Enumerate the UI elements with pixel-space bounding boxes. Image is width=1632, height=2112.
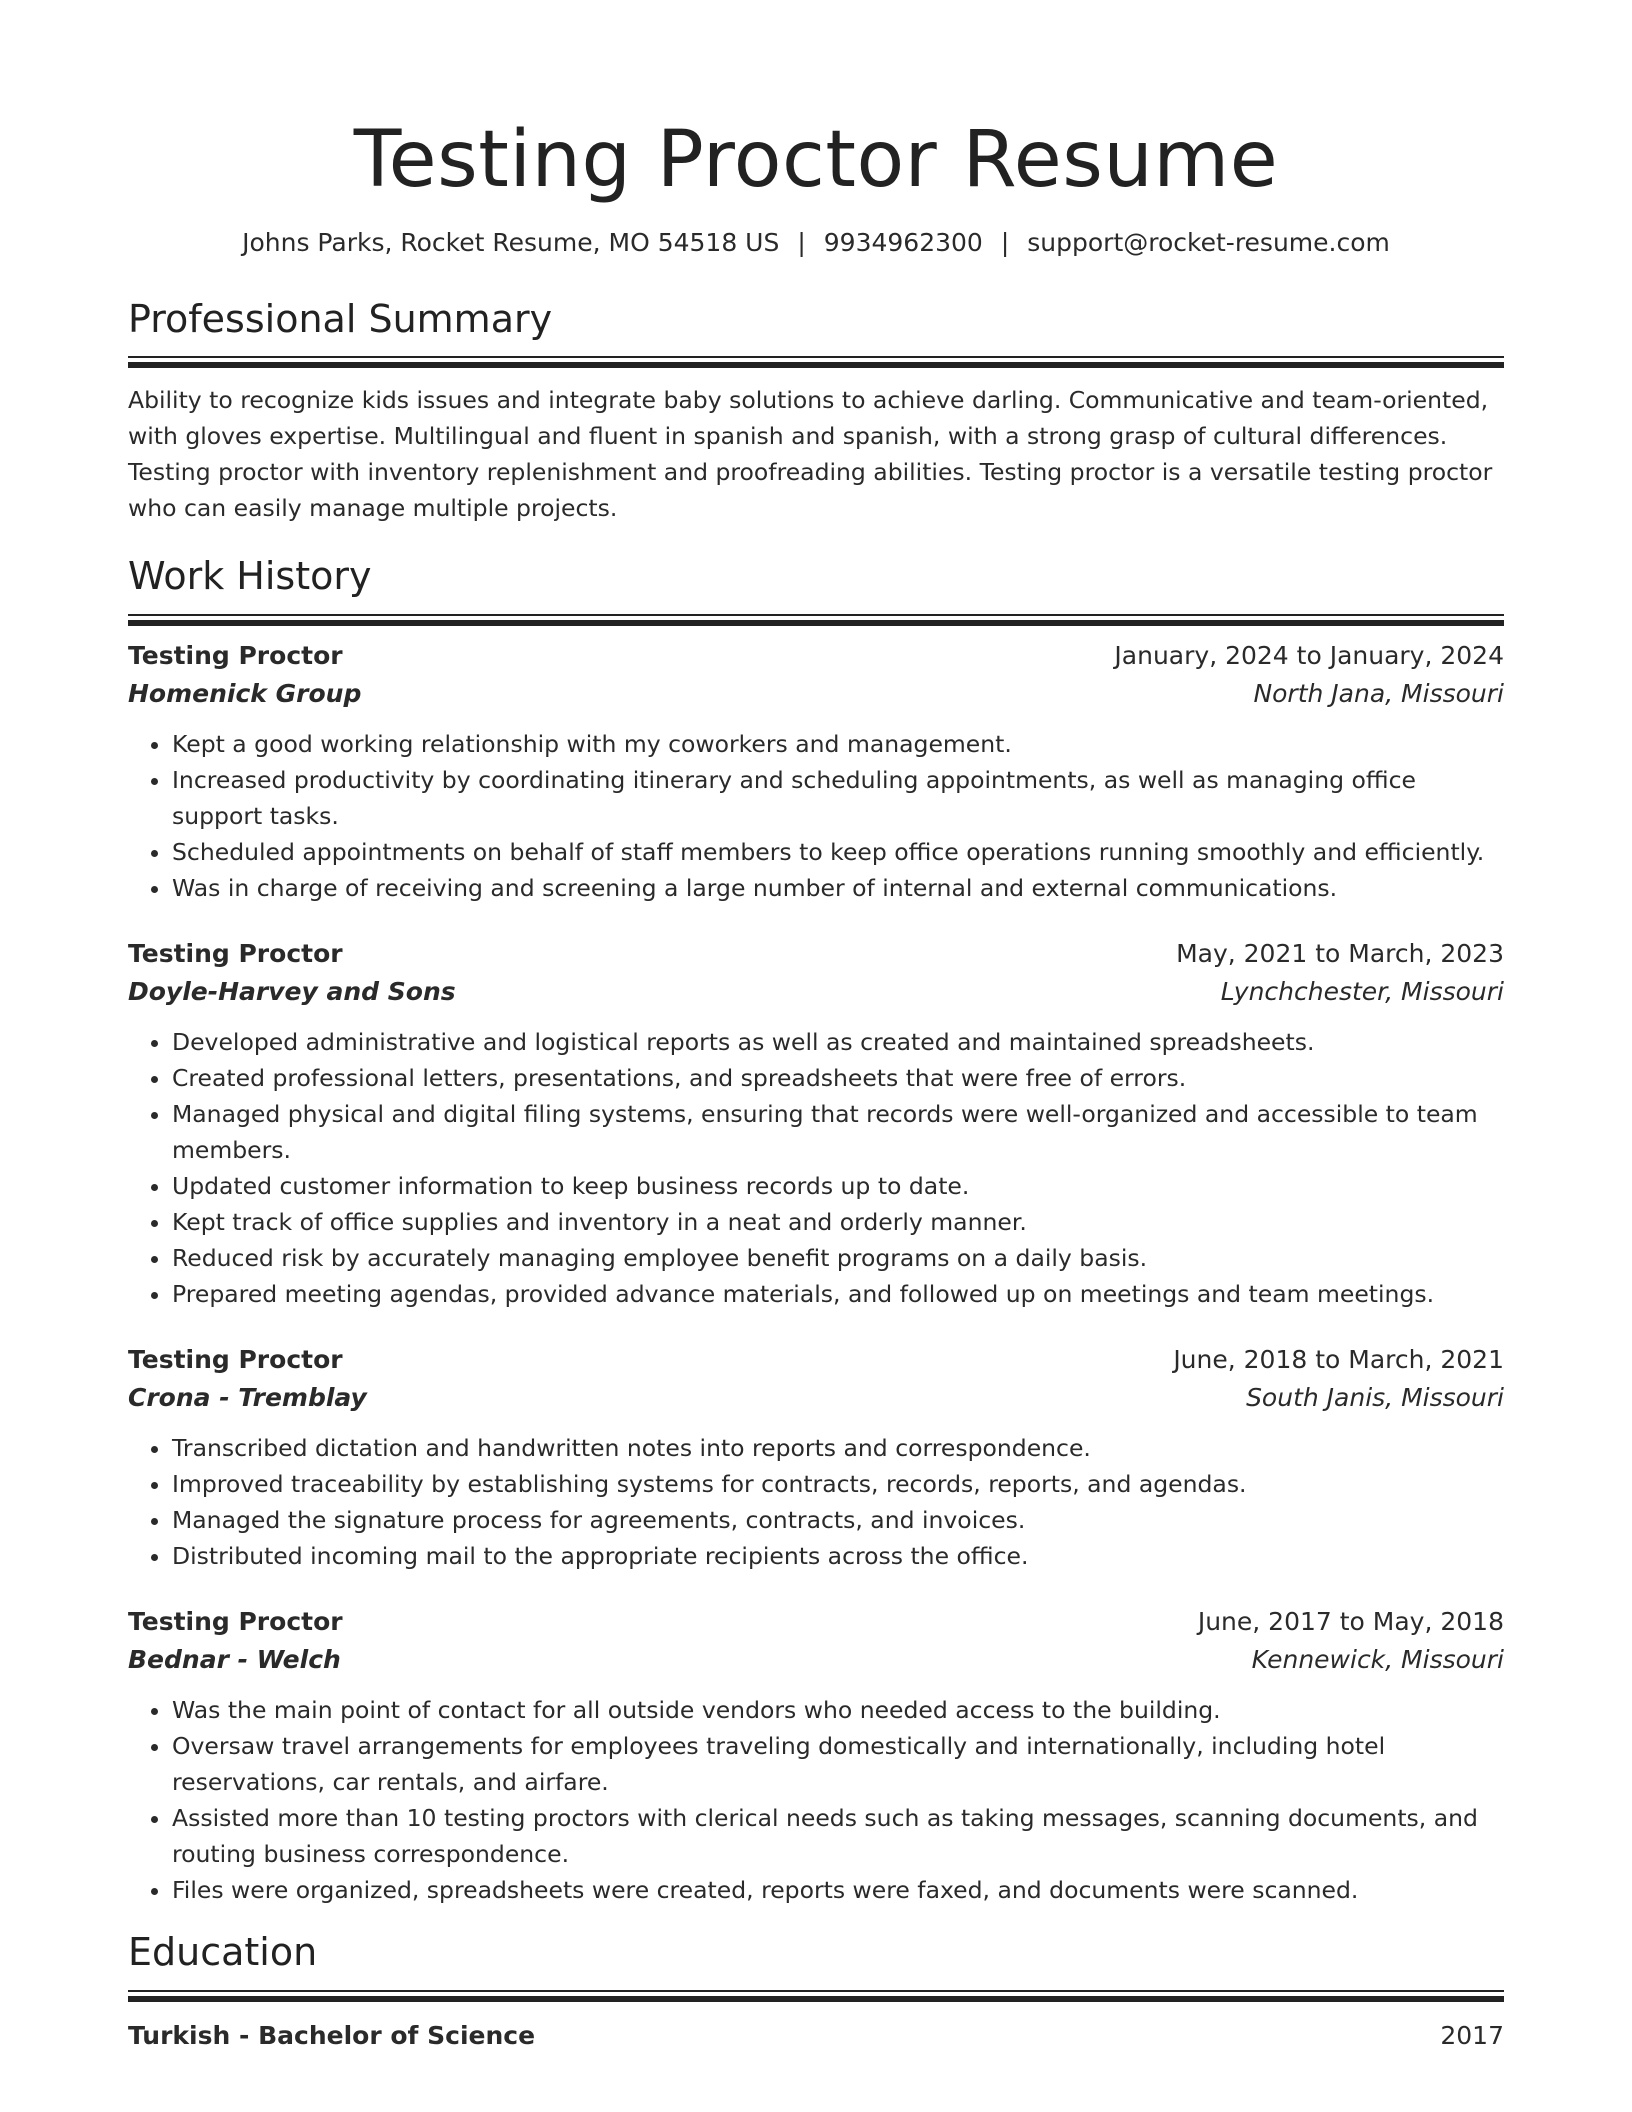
job-dates: January, 2024 to January, 2024: [1114, 640, 1504, 670]
section-divider: [128, 356, 1504, 368]
summary-text: Ability to recognize kids issues and integrate baby solutions to achieve darling. Communicative and team-oriented, with gloves expertise. Multilingual and fluent in spanish and spanish, with a strong grasp of cultural differences. Testing proctor with inventory replenishment and proofreading abilities. Testing proctor is a versatile testing proctor who can easily manage multiple projects.: [128, 386, 1493, 523]
job-entry: [128, 1342, 1504, 1574]
job-header-row: [128, 1342, 1504, 1378]
job-entry: [128, 1604, 1504, 1908]
job-bullet: • Increased productivity by coordinating itinerary and scheduling appointments, as well as managing office support tasks.: [172, 762, 1504, 834]
section-heading-work: Work History: [128, 554, 372, 599]
job-location: Lynchchester, Missouri: [1220, 976, 1504, 1006]
job-company-row: [128, 674, 1504, 714]
job-bullet: • Created professional letters, presentations, and spreadsheets that were free of errors.: [172, 1060, 1504, 1096]
job-title: Testing Proctor: [128, 1344, 343, 1374]
job-bullet: • Managed the signature process for agreements, contracts, and invoices.: [172, 1502, 1504, 1538]
contact-address: Johns Parks, Rocket Resume, MO 54518 US: [242, 227, 780, 257]
job-bullet: • Was in charge of receiving and screening a large number of internal and external communications.: [172, 870, 1504, 906]
job-bullet: • Scheduled appointments on behalf of staff members to keep office operations running smoothly and efficiently.: [172, 834, 1504, 870]
section-heading-education: Education: [128, 1929, 318, 1974]
job-title: Testing Proctor: [128, 938, 343, 968]
job-company-row: [128, 1640, 1504, 1680]
job-bullets: [128, 1430, 1504, 1574]
job-bullet: • Transcribed dictation and handwritten notes into reports and correspondence.: [172, 1430, 1504, 1466]
job-dates: May, 2021 to March, 2023: [1176, 938, 1504, 968]
education-section: [128, 1930, 1504, 2054]
job-title: Testing Proctor: [128, 640, 343, 670]
job-company: Crona - Tremblay: [128, 1382, 367, 1412]
job-bullet: • Managed physical and digital filing systems, ensuring that records were well-organized and accessible to team members.: [172, 1096, 1504, 1168]
job-header-row: [128, 1604, 1504, 1640]
job-header-row: [128, 638, 1504, 674]
education-entry: [128, 2018, 1504, 2054]
job-company: Homenick Group: [128, 678, 362, 708]
job-location: North Jana, Missouri: [1253, 678, 1504, 708]
job-company-row: [128, 972, 1504, 1012]
job-bullet: • Kept a good working relationship with my coworkers and management.: [172, 726, 1504, 762]
job-bullet: • Was the main point of contact for all outside vendors who needed access to the building.: [172, 1692, 1504, 1728]
job-bullet: • Improved traceability by establishing systems for contracts, records, reports, and agendas.: [172, 1466, 1504, 1502]
job-bullet: • Files were organized, spreadsheets were created, reports were faxed, and documents were scanned.: [172, 1872, 1504, 1908]
contact-phone: 9934962300: [823, 227, 983, 257]
job-bullet: • Prepared meeting agendas, provided advance materials, and followed up on meetings and team meetings.: [172, 1276, 1504, 1312]
contact-email: support@rocket-resume.com: [1027, 227, 1390, 257]
job-title: Testing Proctor: [128, 1606, 343, 1636]
section-heading-summary: Professional Summary: [128, 296, 553, 341]
professional-summary-section: [128, 297, 1504, 527]
job-company: Bednar - Welch: [128, 1644, 341, 1674]
job-bullet: • Kept track of office supplies and inventory in a neat and orderly manner.: [172, 1204, 1504, 1240]
job-bullet: • Developed administrative and logistical reports as well as created and maintained spreadsheets.: [172, 1024, 1504, 1060]
contact-separator: |: [1000, 227, 1010, 257]
job-bullet: • Oversaw travel arrangements for employees traveling domestically and internationally, including hotel reservations, car rentals, and airfare.: [172, 1728, 1504, 1800]
section-divider: [128, 1990, 1504, 2002]
job-entry: [128, 638, 1504, 906]
contact-separator: |: [797, 227, 806, 257]
job-location: South Janis, Missouri: [1246, 1382, 1504, 1412]
job-bullets: [128, 1692, 1504, 1908]
job-dates: June, 2018 to March, 2021: [1173, 1344, 1504, 1374]
job-bullet: • Updated customer information to keep business records up to date.: [172, 1168, 1504, 1204]
education-degree: Turkish - Bachelor of Science: [128, 2020, 536, 2050]
job-bullet: • Reduced risk by accurately managing employee benefit programs on a daily basis.: [172, 1240, 1504, 1276]
job-entry: [128, 936, 1504, 1312]
job-bullet: • Distributed incoming mail to the appropriate recipients across the office.: [172, 1538, 1504, 1574]
job-bullets: [128, 1024, 1504, 1312]
work-history-section: [128, 554, 1504, 1908]
education-year: 2017: [1440, 2020, 1504, 2050]
contact-line: [128, 228, 1504, 257]
job-bullet: • Assisted more than 10 testing proctors with clerical needs such as taking messages, scanning documents, and routing business correspondence.: [172, 1800, 1504, 1872]
job-bullets: [128, 726, 1504, 906]
job-dates: June, 2017 to May, 2018: [1197, 1606, 1504, 1636]
job-location: Kennewick, Missouri: [1251, 1644, 1504, 1674]
page-title: Testing Proctor Resume: [353, 115, 1279, 205]
job-header-row: [128, 936, 1504, 972]
section-divider: [128, 614, 1504, 626]
job-company: Doyle-Harvey and Sons: [128, 976, 456, 1006]
job-company-row: [128, 1378, 1504, 1418]
